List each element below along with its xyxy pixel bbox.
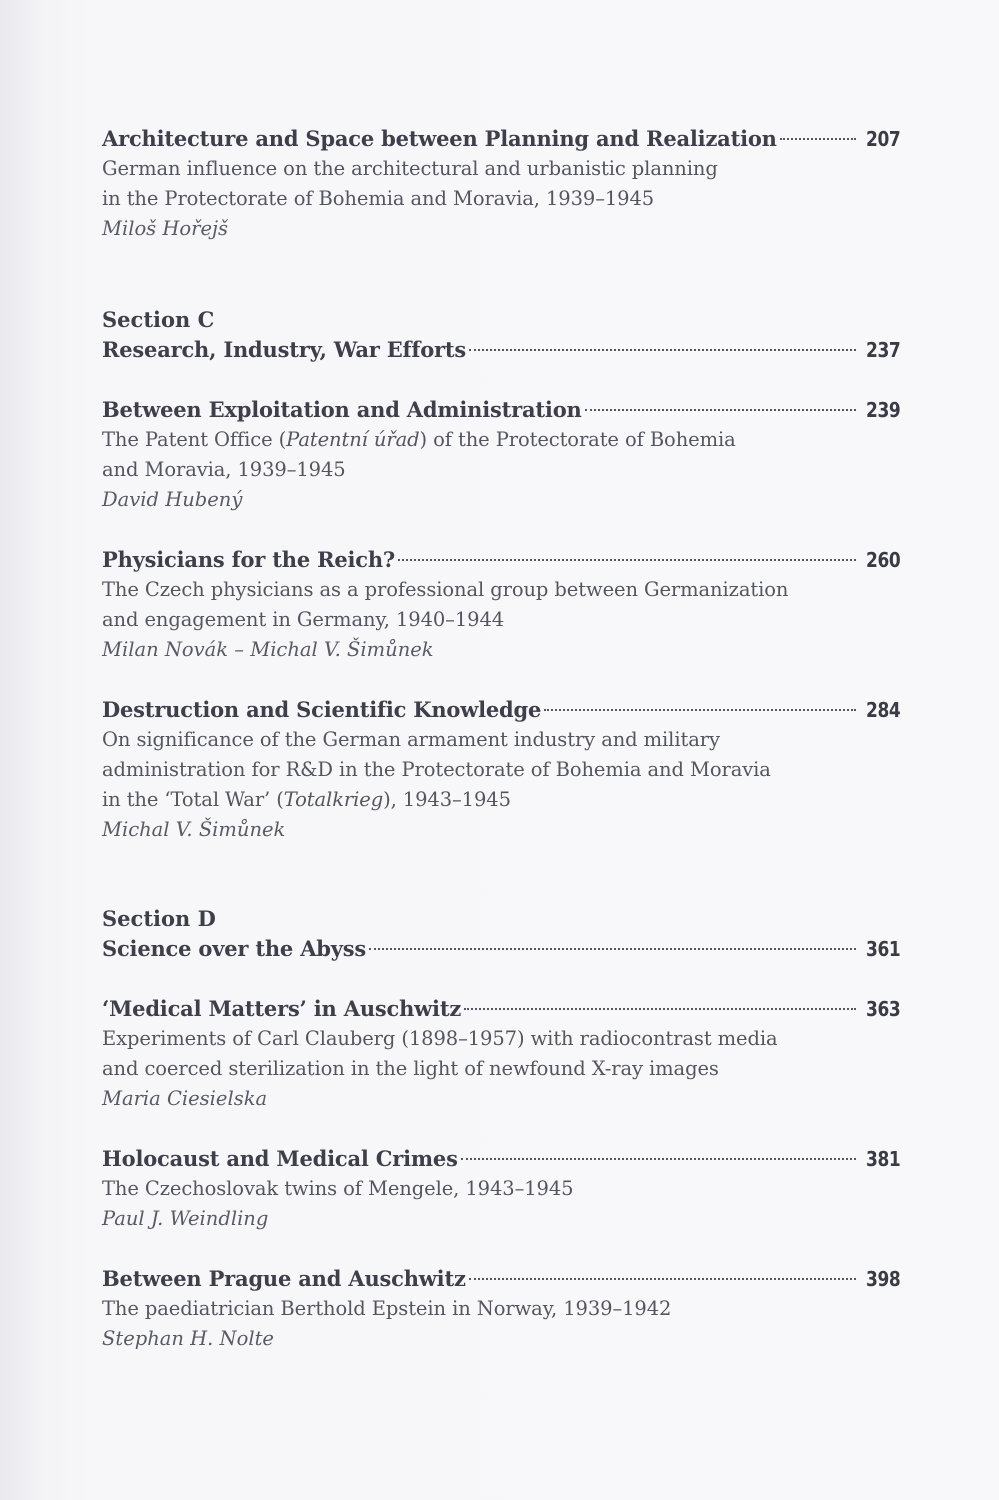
toc-title-line <box>102 545 900 575</box>
toc-entry <box>102 695 900 845</box>
chapter-subtitle <box>102 785 900 815</box>
chapter-title: Destruction and Scientific Knowledge <box>102 697 542 722</box>
chapter-author: Paul J. Weindling <box>102 1207 269 1230</box>
dot-leader <box>544 709 856 711</box>
chapter-title: Between Prague and Auschwitz <box>102 1266 466 1291</box>
chapter-author: Maria Ciesielska <box>102 1087 268 1110</box>
dot-leader <box>585 409 856 411</box>
chapter-author: Milan Novák – Michal V. Šimůnek <box>102 638 434 661</box>
chapter-author: Stephan H. Nolte <box>102 1327 274 1350</box>
chapter-author: David Hubený <box>102 488 243 511</box>
subtitle-text: ), 1943–1945 <box>383 788 511 811</box>
toc-section <box>102 904 900 964</box>
section-title: Research, Industry, War Efforts <box>102 337 466 362</box>
toc-title-line <box>102 124 900 154</box>
section-label: Section C <box>102 307 215 332</box>
dot-leader <box>469 1278 856 1280</box>
toc-entry <box>102 124 900 244</box>
page-number: 207 <box>865 127 900 151</box>
chapter-subtitle: and coerced sterilization in the light of newfound X-ray images <box>102 1057 719 1080</box>
page-number: 239 <box>865 398 900 422</box>
page-number: 363 <box>865 997 900 1021</box>
section-label: Section D <box>102 906 216 931</box>
dot-leader <box>780 138 856 140</box>
toc-entry <box>102 1144 900 1234</box>
toc-title-line <box>102 1264 900 1294</box>
subtitle-text: The Patent Office ( <box>102 428 287 451</box>
toc-entry <box>102 1264 900 1354</box>
page-number: 237 <box>865 338 900 362</box>
chapter-subtitle: administration for R&D in the Protectorate of Bohemia and Moravia <box>102 758 771 781</box>
dot-leader <box>369 948 856 950</box>
chapter-subtitle <box>102 425 900 455</box>
chapter-subtitle: German influence on the architectural and urbanistic planning <box>102 157 718 180</box>
toc-title-line <box>102 335 900 365</box>
chapter-subtitle: and engagement in Germany, 1940–1944 <box>102 608 505 631</box>
page-number: 284 <box>865 698 900 722</box>
dot-leader <box>398 559 856 561</box>
toc-title-line <box>102 994 900 1024</box>
chapter-title: Between Exploitation and Administration <box>102 397 582 422</box>
chapter-author: Miloš Hořejš <box>102 217 229 240</box>
dot-leader <box>461 1158 856 1160</box>
chapter-title: Architecture and Space between Planning and Realization <box>102 126 777 151</box>
toc-entry <box>102 395 900 515</box>
section-title: Science over the Abyss <box>102 936 367 961</box>
chapter-subtitle: On significance of the German armament industry and military <box>102 728 720 751</box>
chapter-title: Holocaust and Medical Crimes <box>102 1146 458 1171</box>
subtitle-text: ) of the Protectorate of Bohemia <box>419 428 736 451</box>
page-number: 361 <box>865 937 900 961</box>
page-number: 381 <box>865 1147 900 1171</box>
chapter-subtitle: The Czech physicians as a professional group between Germanization <box>102 578 789 601</box>
chapter-subtitle: Experiments of Carl Clauberg (1898–1957) with radiocontrast media <box>102 1027 778 1050</box>
page-number: 260 <box>865 548 900 572</box>
toc-entry <box>102 545 900 665</box>
chapter-subtitle: The Czechoslovak twins of Mengele, 1943–1945 <box>102 1177 574 1200</box>
subtitle-text: in the ‘Total War’ ( <box>102 788 284 811</box>
toc-title-line <box>102 1144 900 1174</box>
toc-entry <box>102 994 900 1114</box>
chapter-title: Physicians for the Reich? <box>102 547 396 572</box>
chapter-subtitle: and Moravia, 1939–1945 <box>102 458 346 481</box>
toc-title-line <box>102 395 900 425</box>
toc-title-line <box>102 934 900 964</box>
chapter-title: ‘Medical Matters’ in Auschwitz <box>102 996 462 1021</box>
chapter-subtitle: in the Protectorate of Bohemia and Moravia, 1939–1945 <box>102 187 655 210</box>
dot-leader <box>469 349 856 351</box>
chapter-subtitle: The paediatrician Berthold Epstein in Norway, 1939–1942 <box>102 1297 672 1320</box>
toc-section <box>102 305 900 365</box>
subtitle-italic: Totalkrieg <box>283 788 384 811</box>
dot-leader <box>464 1008 856 1010</box>
chapter-author: Michal V. Šimůnek <box>102 818 286 841</box>
toc-title-line <box>102 695 900 725</box>
subtitle-italic: Patentní úřad <box>286 428 420 451</box>
page-number: 398 <box>865 1267 900 1291</box>
